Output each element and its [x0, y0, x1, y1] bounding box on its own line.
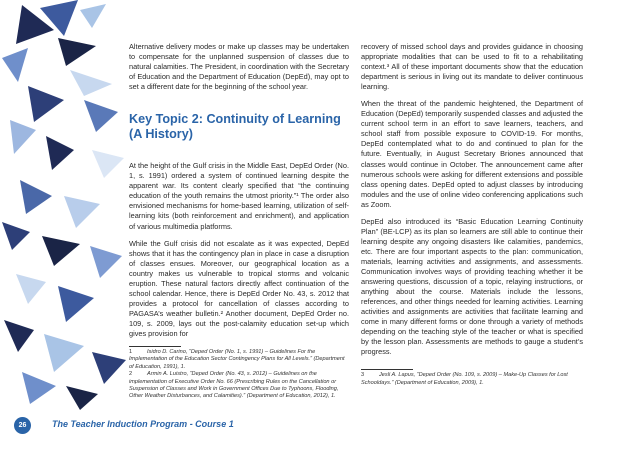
- footnote-number: 1: [129, 349, 133, 356]
- right-column: [361, 42, 583, 387]
- footnote-text: Armin A. Luistro, “Deped Order (No. 43, s. 2012) – Guidelines on the implementation of Executive Order No. 66 (Prescribing Rules on the Cancellation or Suspension of Classes and Work in Government Offices Due to Typhoons, Flooding, Other Weather Disturbances, and Calamities).” (Department of Education, 2012), 1.: [129, 371, 339, 400]
- footnote: [361, 372, 583, 387]
- paragraph: Alternative delivery modes or make up classes may be undertaken to compensate for the unplanned suspension of classes due to natural calamities. The President, in coordination with the Secretary of Education and the Department of Education (DepEd), may opt to set a different date for the beginning of the school year.: [129, 42, 349, 92]
- paragraph: At the height of the Gulf crisis in the Middle East, DepEd Order (No. 1, s. 1991) ordered a system of continued learning despite the apparent war. Its content clearly specified that “the continuing education of the youth remains the utmost priority.”¹ The order also envisioned mechanisms for home-based learning, utilization of self-learning kits (both reinforcement and enrichment), and application of various multimedia platforms.: [129, 161, 349, 231]
- footnote-divider: [129, 346, 181, 347]
- heading-line: (A History): [129, 126, 193, 141]
- footnote-number: 3: [361, 372, 365, 379]
- paragraph: When the threat of the pandemic heightened, the Department of Education (DepEd) temporarily suspended classes and adjusted the current school term in an effort to save learners, teachers, and school staff from possible exposure to COVID-19. For months, DepEd contemplated what to do and continued to plan for the future. Eventually, in August Secretary Briones announced that classes would continue in October. The announcement came after numerous schools were asking for different extensions and possible class opening dates. DepEd opted to adjust classes by introducing modules and the use of online video conferencing applications such as Zoom.: [361, 99, 583, 209]
- footnote-text: Jesli A. Lapus, “Deped Order (No. 109, s. 2009) – Make-Up Classes for Lost Schooldays.” (Department of Education, 2009), 1.: [361, 372, 568, 386]
- paragraph: DepEd also introduced its “Basic Education Learning Continuity Plan” (BE-LCP) as its plan so learners are still able to continue their learning despite any ongoing disasters like calamities, pandemics, etc. There are four important aspects to the plan: communication, materials, learning activities and assignments, and assessments. Communication involves ways of providing teaching whether it be answering questions, discussion of a topic, relaying instructions, or anything about the course. Materials include the lessons, references, and other things needed for learning activities. Learning activities and assignments are activities that facilitate learning and come in many different forms or done through a variety of methods depending on the teaching style of the teacher or what is specified by the lesson plan. Assessments are methods to gauge a student’s progress.: [361, 216, 583, 357]
- page-number: 26: [14, 417, 31, 434]
- section-heading: [129, 112, 349, 141]
- footnote: [129, 371, 349, 401]
- footnote-divider: [361, 369, 413, 370]
- paragraph: While the Gulf crisis did not escalate as it was expected, DepEd shows that it has the contingency plan in place in case a disruption of classes ensues. Moreover, our geographical location as a country makes us vulnerable to tropical storms and volcanic eruption. These natural factors directly affect continuation of the school calendar. Hence, there is DepEd Order No. 43, s. 2012 that provides a protocol for cancellation of classes according to PAGASA’s weather bulletin.² Another document, DepEd Order no. 109, s. 2009, lays out the post-calamity education set-up which gives provision for: [129, 238, 349, 338]
- footer-title: The Teacher Induction Program - Course 1: [52, 419, 234, 429]
- paragraph: recovery of missed school days and provides guidance in choosing appropriate modalities that can be used to fit to a rehabilitating context.³ All of these important documents show that the education department is serious in living out its mandate to deliver continuous learning.: [361, 42, 583, 92]
- footnote-number: 2: [129, 371, 133, 378]
- footnote-text: Isidro D. Carino, “Deped Order (No. 1, s. 1991) – Guidelines For the Implementation of the Education Sector Contingency Plans for All Levels.” (Department of Education, 1991), 1.: [129, 349, 345, 370]
- decorative-triangles: [0, 0, 130, 451]
- left-column: [129, 42, 349, 401]
- footnote: [129, 349, 349, 371]
- heading-line: Key Topic 2: Continuity of Learning: [129, 112, 341, 127]
